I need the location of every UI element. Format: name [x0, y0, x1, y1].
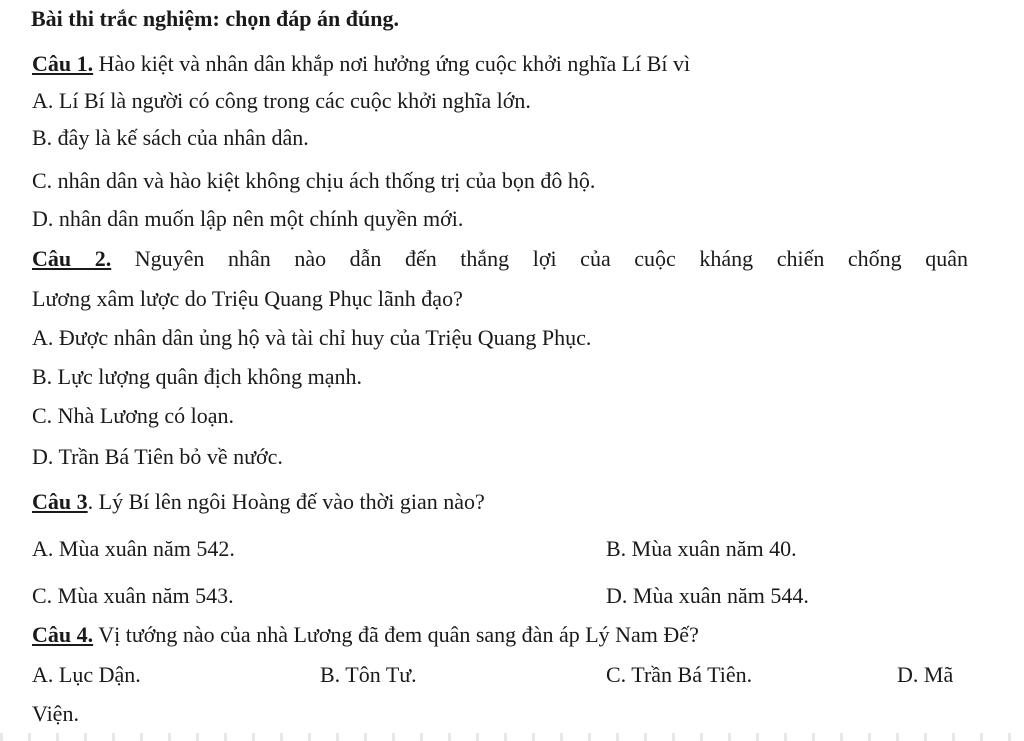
question-3 — [32, 491, 485, 513]
question-3-option-a[interactable]: A. Mùa xuân năm 542. — [32, 536, 235, 561]
question-3-option-b[interactable]: B. Mùa xuân năm 40. — [606, 536, 797, 561]
bottom-cut-off-text — [0, 733, 1024, 741]
question-1-label: Câu 1. — [32, 51, 94, 76]
question-2 — [32, 248, 968, 270]
question-1-option-b[interactable]: B. đây là kế sách của nhân dân. — [32, 125, 309, 150]
question-4-label: Câu 4. — [32, 622, 94, 647]
question-2-option-a[interactable]: A. Được nhân dân ủng hộ và tài chỉ huy của Triệu Quang Phục. — [32, 325, 592, 350]
question-1-option-c[interactable]: C. nhân dân và hào kiệt không chịu ách thống trị của bọn đô hộ. — [32, 168, 596, 193]
question-4-option-a[interactable]: A. Lục Dận. — [32, 662, 141, 687]
question-1 — [32, 53, 690, 75]
question-3-option-c[interactable]: C. Mùa xuân năm 543. — [32, 583, 234, 608]
question-2-text-line-2: Lương xâm lược do Triệu Quang Phục lãnh đạo? — [32, 286, 463, 311]
question-2-option-b[interactable]: B. Lực lượng quân địch không mạnh. — [32, 364, 362, 389]
question-3-text: . Lý Bí lên ngôi Hoàng đế vào thời gian nào? — [87, 489, 485, 514]
question-1-option-d[interactable]: D. nhân dân muốn lập nên một chính quyền mới. — [32, 206, 464, 231]
question-2-option-d[interactable]: D. Trần Bá Tiên bỏ về nước. — [32, 444, 283, 469]
question-2-text: Nguyên nhân nào dẫn đến thắng lợi của cuộc kháng chiến chống quân — [111, 246, 968, 271]
question-4-option-b[interactable]: B. Tôn Tư. — [320, 662, 417, 687]
question-4 — [32, 624, 699, 646]
question-4-text: Vị tướng nào của nhà Lương đã đem quân sang đàn áp Lý Nam Đế? — [93, 622, 699, 647]
quiz-title: Bài thi trắc nghiệm: chọn đáp án đúng. — [31, 6, 399, 31]
question-1-text: Hào kiệt và nhân dân khắp nơi hưởng ứng cuộc khởi nghĩa Lí Bí vì — [93, 51, 691, 76]
question-4-option-d-continued: Viện. — [32, 701, 79, 726]
question-2-label: Câu 2. — [32, 246, 112, 271]
question-2-option-c[interactable]: C. Nhà Lương có loạn. — [32, 403, 234, 428]
question-4-option-d[interactable]: D. Mã — [897, 662, 954, 687]
question-4-option-c[interactable]: C. Trần Bá Tiên. — [606, 662, 753, 687]
question-3-option-d[interactable]: D. Mùa xuân năm 544. — [606, 583, 809, 608]
question-1-option-a[interactable]: A. Lí Bí là người có công trong các cuộc khởi nghĩa lớn. — [32, 88, 531, 113]
question-3-label: Câu 3 — [32, 489, 88, 514]
